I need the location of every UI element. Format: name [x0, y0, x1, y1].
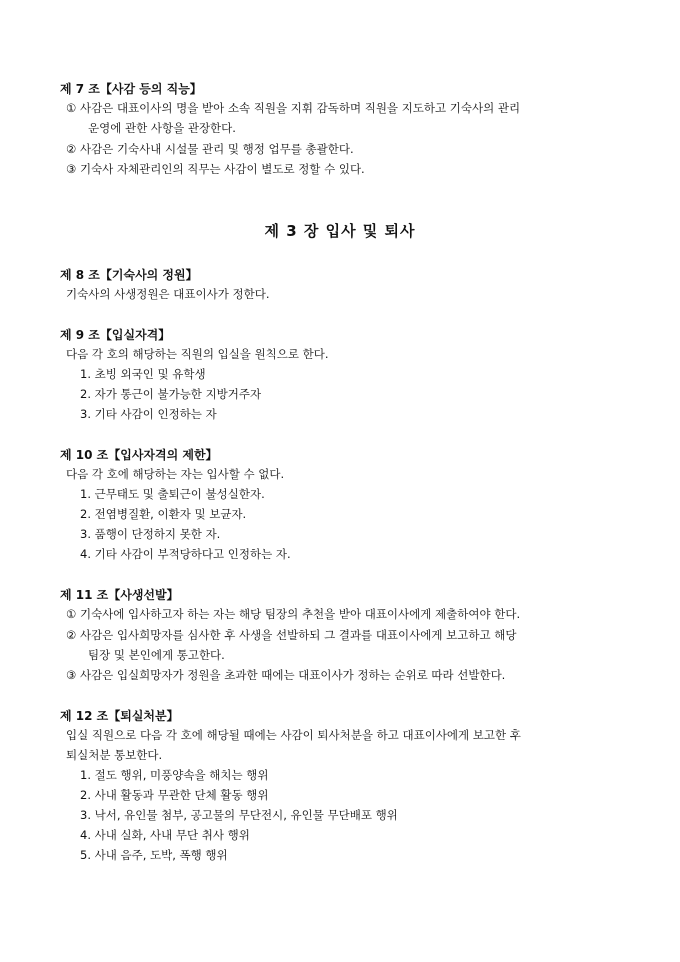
article-12-item-5: 5. 사내 음주, 도박, 폭행 행위: [80, 848, 228, 862]
article-12-item-1: 1. 절도 행위, 미풍양속을 해치는 행위: [80, 768, 269, 782]
article-11-item-2: ② 사감은 입사희망자를 심사한 후 사생을 선발하되 그 결과를 대표이사에게 보고하고 해당: [66, 628, 517, 642]
article-11-item-2-cont: 팀장 및 본인에게 통고한다.: [88, 648, 225, 662]
article-7-item-1: ① 사감은 대표이사의 명을 받아 소속 직원을 지휘 감독하며 직원을 지도하고 기숙사의 관리: [66, 101, 521, 115]
article-12-heading: 제 12 조【퇴실처분】: [60, 709, 179, 723]
article-11-item-3: ③ 사감은 입실희망자가 정원을 초과한 때에는 대표이사가 정하는 순위로 따라 선발한다.: [66, 668, 506, 682]
article-9-heading: 제 9 조【입실자격】: [60, 328, 171, 342]
article-9-item-2: 2. 자가 통근이 불가능한 지방거주자: [80, 387, 262, 401]
article-11-item-1: ① 기숙사에 입사하고자 하는 자는 해당 팀장의 추천을 받아 대표이사에게 제출하여야 한다.: [66, 607, 521, 621]
article-10-intro: 다음 각 호에 해당하는 자는 입사할 수 없다.: [66, 467, 285, 481]
article-12-item-4: 4. 사내 실화, 사내 무단 취사 행위: [80, 828, 250, 842]
chapter-title: 제 3 장 입사 및 퇴사: [264, 222, 416, 240]
article-10-item-2: 2. 전염병질환, 이환자 및 보균자.: [80, 507, 247, 521]
article-7-heading: 제 7 조【사감 등의 직능】: [60, 82, 202, 96]
article-8-body: 기숙사의 사생정원은 대표이사가 정한다.: [66, 287, 270, 301]
article-10-item-3: 3. 품행이 단정하지 못한 자.: [80, 527, 221, 541]
article-12-intro-cont: 퇴실처분 통보한다.: [66, 748, 163, 762]
article-12-item-3: 3. 낙서, 유인물 첨부, 공고물의 무단전시, 유인물 무단배포 행위: [80, 808, 398, 822]
article-9-intro: 다음 각 호의 해당하는 직원의 입실을 원칙으로 한다.: [66, 347, 329, 361]
article-8-heading: 제 8 조【기숙사의 정원】: [60, 268, 198, 282]
article-7-item-3: ③ 기숙사 자체관리인의 직무는 사감이 별도로 정할 수 있다.: [66, 162, 365, 176]
article-10-item-4: 4. 기타 사감이 부적당하다고 인정하는 자.: [80, 547, 291, 561]
article-9-item-1: 1. 초빙 외국인 및 유학생: [80, 367, 206, 381]
article-9-item-3: 3. 기타 사감이 인정하는 자: [80, 407, 217, 421]
article-10-item-1: 1. 근무태도 및 출퇴근이 불성실한자.: [80, 487, 265, 501]
article-12-item-2: 2. 사내 활동과 무관한 단체 활동 행위: [80, 788, 269, 802]
article-7-item-2: ② 사감은 기숙사내 시설물 관리 및 행정 업무를 총괄한다.: [66, 142, 354, 156]
article-10-heading: 제 10 조【입사자격의 제한】: [60, 448, 218, 462]
article-12-intro: 입실 직원으로 다음 각 호에 해당될 때에는 사감이 퇴사처분을 하고 대표이사에게 보고한 후: [66, 728, 521, 742]
article-11-heading: 제 11 조【사생선발】: [60, 588, 179, 602]
article-7-item-1-cont: 운영에 관한 사항을 관장한다.: [88, 121, 236, 135]
